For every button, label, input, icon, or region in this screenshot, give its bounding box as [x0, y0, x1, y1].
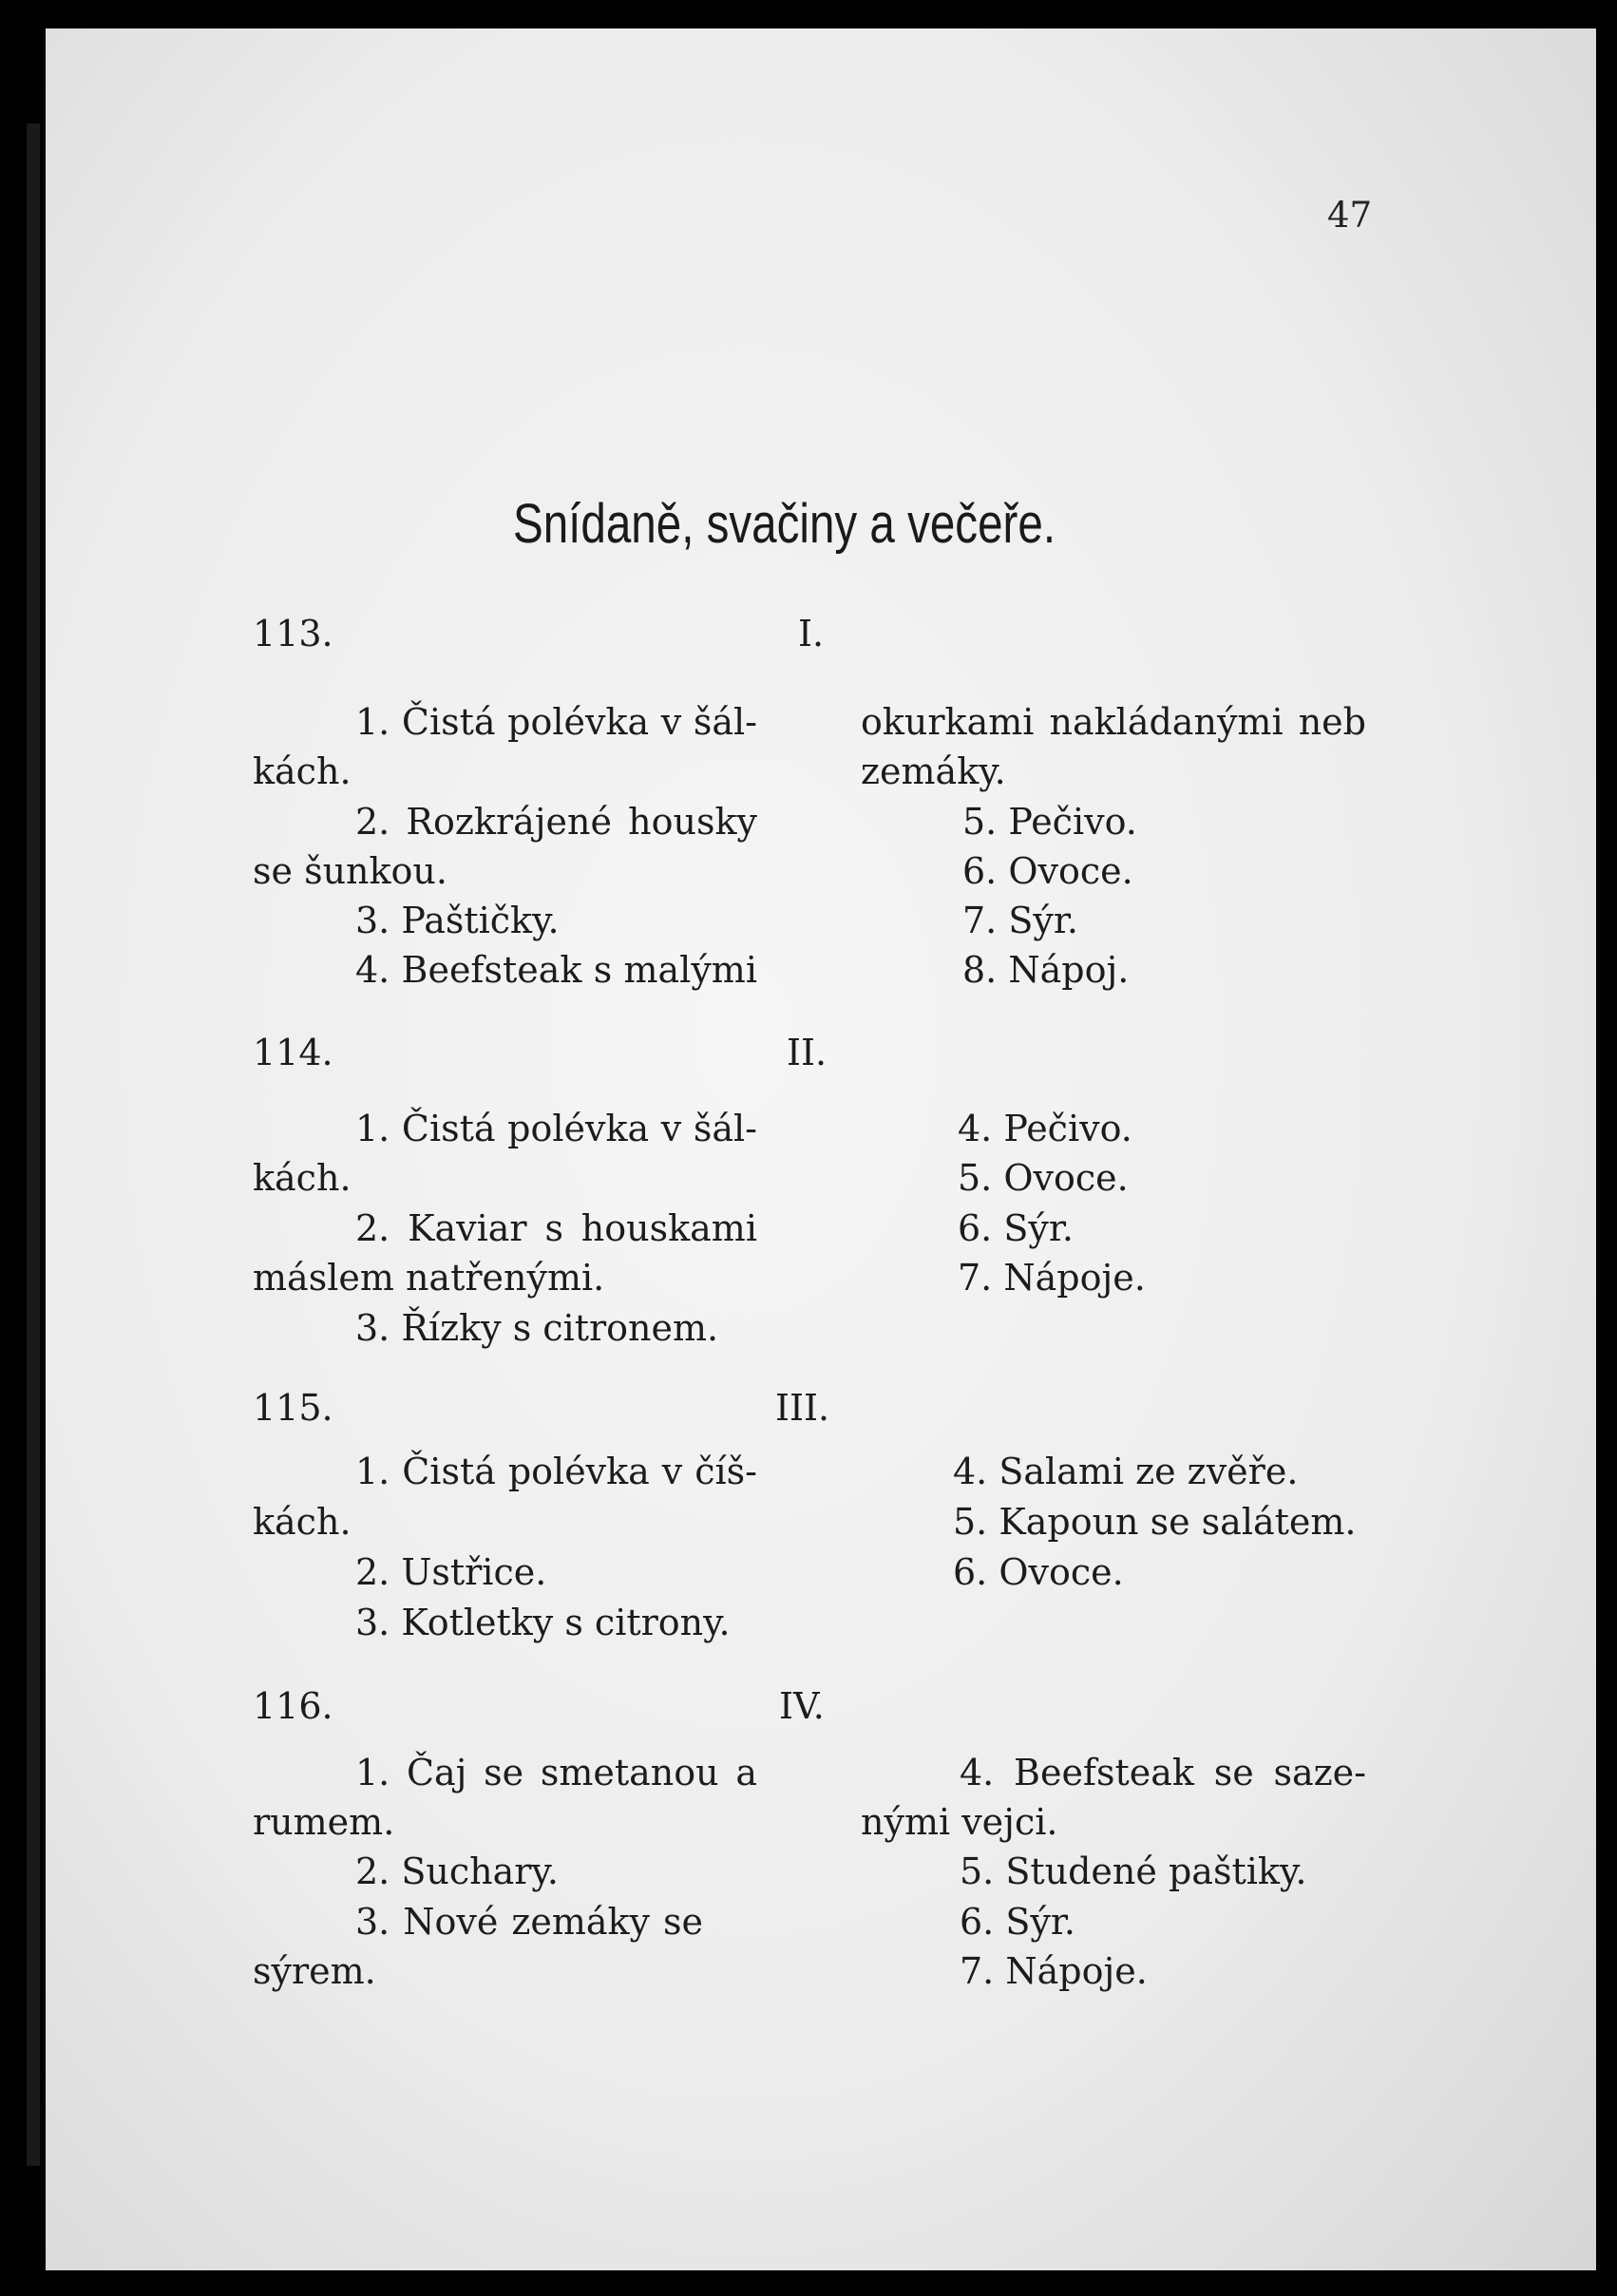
menu-number: 113.: [253, 613, 333, 655]
menu-line: rumem.: [253, 1801, 395, 1843]
menu-line: 6. Sýr.: [958, 1207, 1074, 1249]
menu-roman-numeral: III.: [775, 1387, 830, 1429]
menu-line: 5. Ovoce.: [958, 1157, 1129, 1199]
menu-roman-numeral: I.: [798, 613, 825, 655]
menu-roman-numeral: II.: [787, 1032, 828, 1073]
page-number: 47: [1327, 195, 1373, 236]
menu-line: 3. Paštičky.: [355, 900, 560, 941]
menu-number: 116.: [253, 1685, 333, 1727]
menu-line: 7. Nápoje.: [958, 1257, 1146, 1299]
menu-line: 4. Beefsteak se saze-: [960, 1752, 1366, 1793]
menu-line: kách.: [253, 1157, 352, 1199]
menu-line: 2. Rozkrájené housky: [355, 801, 757, 843]
menu-line: 1. Čistá polévka v číš-: [355, 1451, 757, 1492]
menu-line: 6. Ovoce.: [953, 1551, 1124, 1593]
menu-line: zemáky.: [861, 750, 1006, 792]
menu-line: okurkami nakládanými neb: [861, 701, 1366, 743]
menu-line: 4. Salami ze zvěře.: [953, 1451, 1299, 1492]
menu-line: se šunkou.: [253, 850, 447, 892]
menu-roman-numeral: IV.: [779, 1685, 825, 1727]
menu-line: 1. Čaj se smetanou a: [355, 1752, 757, 1793]
menu-line: máslem natřenými.: [253, 1257, 605, 1299]
menu-line: 8. Nápoj.: [962, 949, 1130, 991]
menu-line: 3. Kotletky s citrony.: [355, 1602, 731, 1643]
menu-line: 1. Čistá polévka v šál-: [355, 1108, 757, 1149]
page-title: Snídaně, svačiny a večeře.: [513, 493, 1056, 555]
menu-line: 5. Kapoun se salátem.: [953, 1501, 1357, 1543]
menu-line: 6. Sýr.: [960, 1901, 1075, 1943]
menu-line: nými vejci.: [861, 1801, 1058, 1843]
menu-line: sýrem.: [253, 1950, 376, 1992]
menu-line: 7. Nápoje.: [960, 1950, 1148, 1992]
menu-line: 3. Nové zemáky se: [355, 1901, 703, 1943]
menu-line: kách.: [253, 1501, 352, 1543]
menu-line: 2. Suchary.: [355, 1850, 559, 1892]
menu-line: 7. Sýr.: [962, 900, 1078, 941]
menu-number: 114.: [253, 1032, 333, 1073]
menu-line: kách.: [253, 750, 352, 792]
paper-page: [46, 28, 1596, 2270]
menu-number: 115.: [253, 1387, 333, 1429]
menu-line: 6. Ovoce.: [962, 850, 1133, 892]
menu-line: 1. Čistá polévka v šál-: [355, 701, 757, 743]
menu-line: 3. Řízky s citronem.: [355, 1307, 719, 1349]
menu-line: 2. Kaviar s houskami: [355, 1207, 757, 1249]
menu-line: 5. Pečivo.: [962, 801, 1137, 843]
menu-line: 4. Pečivo.: [958, 1108, 1132, 1149]
menu-line: 5. Studené paštiky.: [960, 1850, 1307, 1892]
menu-line: 2. Ustřice.: [355, 1551, 547, 1593]
menu-line: 4. Beefsteak s malými: [355, 949, 757, 991]
page-binding-edge: [27, 123, 40, 2166]
